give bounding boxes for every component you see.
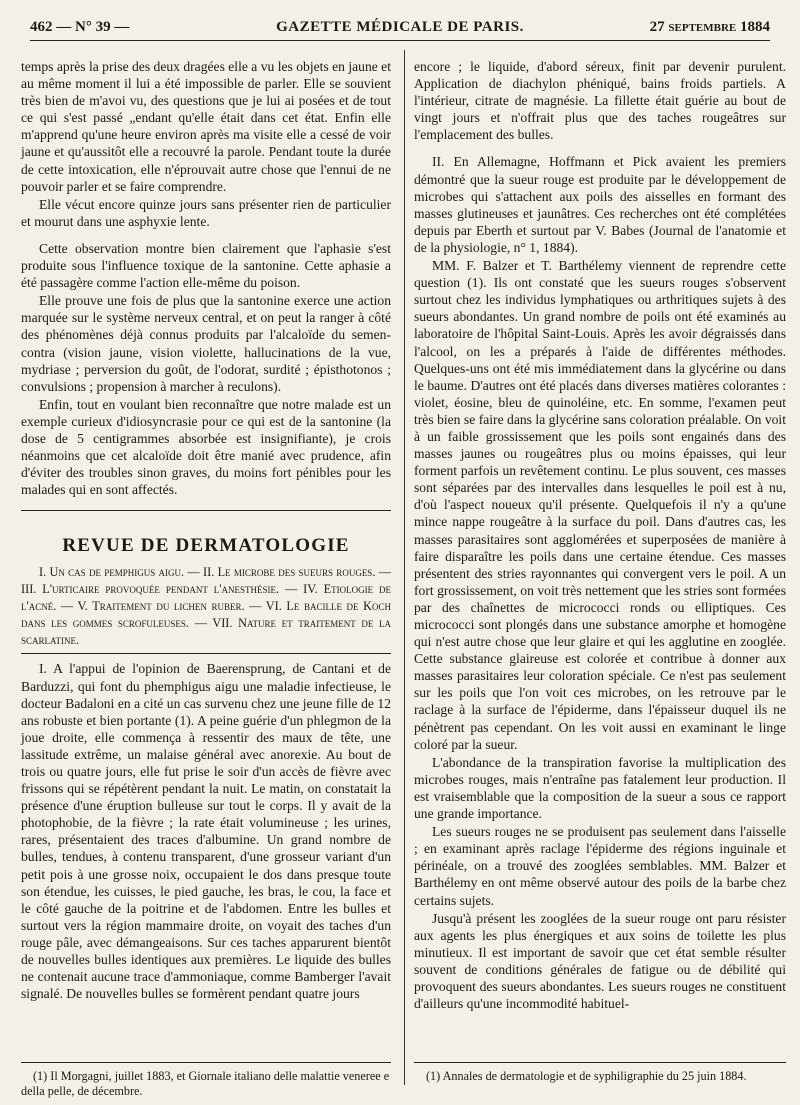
paragraph: Elle prouve une fois de plus que la santonine exerce une action marquée sur le système nerveux central, et on peut la ranger à côté des phénomènes déjà connus produits par l'alcaloïde du semen-contra (vision jaune, vision violette, hallucinations de la vue, mydriase ; perversion du goût, de l'odorat, surdité ; épisthotonos ; convulsions ; propension à marcher à reculons). — [21, 293, 391, 394]
issue-date-year: 1884 — [740, 18, 770, 35]
paragraph: Jusqu'à présent les zooglées de la sueur rouge ont paru résister aux agents les plus énergiques et aux soins de toilette les plus minutieux. Il est important de savoir que cet état semble résulter souvent de conditions générales de fatigue ou de débilité qui provoquent des sueurs abondantes. Les sueurs rouges ne constituent d'ailleurs qu'une incommodité habituel- — [414, 910, 786, 1012]
paragraph: Enfin, tout en voulant bien reconnaître que notre malade est un exemple curieux d'idiosyncrasie pour ce qui est de la santonine (la dose de 5 centigrammes absorbée est insignifiante), je crois néanmoins que cet alcaloïde doit être manié avec prudence, afin d'éviter des troubles sinon graves, du moins fort pénibles pour les malades qui en sont affectés. — [21, 396, 391, 498]
footnote-rule — [414, 1062, 786, 1063]
section-title: REVUE DE DERMATOLOGIE — [62, 535, 350, 557]
footnotes-right — [414, 1062, 786, 1084]
paragraph: Elle vécut encore quinze jours sans présenter rien de particulier et mourut dans une asphyxie lente. — [21, 196, 391, 229]
issue-date-month: SEPTEMBRE — [668, 21, 737, 34]
section-summary: I. Un cas de pemphigus aigu. — II. Le microbe des sueurs rouges. — III. L'urticaire provoquée pendant l'anesthésie. — IV. Etiologie de l'acné. — V. Traitement du lichen ruber. — VI. Le bacille de Koch dans les gommes scrofuleuses. — VII. Nature et traitement de la scarlatine. — [21, 565, 391, 648]
paragraph: MM. F. Balzer et T. Barthélemy viennent de reprendre cette question (1). Ils ont constaté que les sueurs rouges s'observent surtout chez les individus lymphatiques ou arthritiques sujets à des sueurs abondantes. Un grand nombre de poils ont été examinés au laboratoire de l'hôpital Saint-Louis. Après les avoir dégraissés dans l'alcool, on les a préparés à l'aide de différentes méthodes. Quelques-uns ont été mis immédiatement dans la glycérine ou dans le baume. D'autres ont été placés dans diverses matières colorantes : violet, éosine, bleu de quinoléine, etc. En somme, l'examen peut très bien se faire dans la glycérine sans coloration préalable. On voit à un faible grossissement que les poils sont engainés dans des masses jaunes ou rougeâtres plus ou moins épaisses, qui leur forment parfois un revêtement continu. Le plus souvent, ces masses sont séparées par des intervalles dans lesquelles le poil est à nu, d'où l'aspect noueux qu'il présente. Quelquefois il n'y a qu'une mince nappe rougeâtre à la surface du poil. Dans d'autres cas, les masses parasitaires sont agglomérées et superposées de manière à faire disparaître les poils dans une certaine étendue. Ces masses présentent des stries rayonnantes qui convergent vers le poil. A un fort grossissement, on voit très nettement que les stries sont formées par des chaînettes de micrococci ronds ou elliptiques. Ces micrococci sont plongés dans une substance amorphe et homogène qui n'est autre chose que leur glaire et qui les agglutine en zooglée. Cette substance glaireuse est colorée et contribue à donner aux masses parasitaires leur coloration spéciale. Ce n'est pas seulement sur les poils que l'on voit ces microbes, on les retrouve par le raclage à la surface de l'épiderme, dans l'épaisseur duquel ils ne pénètrent pas cependant. On les voit aussi en examinant le linge coloré par la sueur. — [414, 258, 786, 752]
issue-date — [630, 19, 770, 36]
right-column — [414, 58, 786, 1012]
section-divider — [21, 510, 391, 511]
footnotes-left — [21, 1062, 391, 1099]
footnote: (1) Il Morgagni, juillet 1883, et Giornale italiano delle malattie veneree e della pelle, de décembre. — [21, 1069, 390, 1098]
paragraph: II. En Allemagne, Hoffmann et Pick avaient les premiers démontré que la sueur rouge est produite par le développement de microbes qui s'attachent aux poils des aisselles en formant des masses glutineuses et jaunâtres. Ces recherches ont été complétées depuis par Eberth et surtout par V. Babes (Journal de l'anatomie et de la physiologie, n° 1, 1884). — [414, 154, 786, 255]
page-header — [30, 16, 770, 38]
paragraph: Cette observation montre bien clairement que l'aphasie s'est produite sous l'influence toxique de la santonine. Cette aphasie a été passagère comme l'action elle-même du poison. — [21, 240, 391, 291]
page-number: 462 — N° 39 — — [30, 18, 130, 35]
paragraph: Les sueurs rouges ne se produisent pas seulement dans l'aisselle ; en examinant après raclage l'épiderme des régions inguinale et périnéale, on a trouvé des zooglées semblables. MM. Balzer et Barthélemy en ont même observé autour des poils de la barbe chez certains sujets. — [414, 824, 786, 908]
paragraph: encore ; le liquide, d'abord séreux, finit par devenir purulent. Application de diachylon phéniqué, bains froids partiels. A l'intérieur, citrate de magnésie. La fillette était guérie au bout de vingt jours et n'offrait plus que des taches rougeâtres sur l'emplacement des bulles. — [414, 59, 786, 143]
column-divider — [404, 50, 405, 1085]
summary-divider — [21, 653, 391, 654]
journal-title: GAZETTE MÉDICALE DE PARIS. — [276, 18, 524, 35]
paragraph: L'abondance de la transpiration favorise la multiplication des microbes rouges, mais n'entraîne pas fatalement leur production. Il est vraisemblable que la composition de la sueur a sous ce rapport une grande importance. — [414, 754, 786, 822]
header-rule — [30, 40, 770, 41]
footnote-rule — [21, 1062, 391, 1063]
left-column — [21, 58, 391, 1002]
paragraph: I. A l'appui de l'opinion de Baerensprung, de Cantani et de Barduzzi, qui font du phemphigus aigu une maladie infectieuse, le docteur Badaloni en a cité un cas survenu chez une jeune fille de 12 ans robuste et bien portante (1). A peine guérie d'un phlegmon de la joue droite, elle commença à ressentir des maux de tête, une lassitude extrême, un malaise général avec anorexie. Au bout de trois ou quatre jours, elle fut prise le soir d'un accès de fièvre avec frissons qui se répétèrent pendant la nuit. Le matin, on constatait la présence d'une éruption bulleuse sur tout le corps. Il y avait de la photophobie, de la fièvre ; la rate était volumineuse ; les urines, rares, présentaient des traces d'albumine. Un grand nombre de bulles, tendues, à contenu transparent, d'une grosseur variant d'un petit pois à une grosse noix, occupaient le dos dans presque toute son étendue, les cuisses, le pied gauche, les bras, le cou, la face et le côté gauche de la poitrine et de l'abdomen. Entre les bulles et surtout vers la région mammaire droite, on voyait des taches d'un rouge pâle, avec démangeaisons. Sur ces taches apparurent bientôt de nouvelles bulles identiques aux premières. Le liquide des bulles ne contenait aucune trace d'ammoniaque, comme Bamberger l'avait signalé. De nouvelles bulles se formèrent pendant quatre jours — [21, 661, 391, 1002]
paragraph: temps après la prise des deux dragées elle a vu les objets en jaune et au même moment il lui a été impossible de parler. Elle se souvient très bien de m'avoi vu, des questions que je lui ai posées et de tout ce qui s'est passé „endant qu'elle était dans cet état. Enfin elle m'apprend qu'une heure environ après ma visite elle a cessé de voir jaune et qu'aussitôt elle a recouvré la parole. Pendant toute la durée de cette intoxication, elle n'éprouvait autre chose que l'ennui de ne pouvoir parler et se faire comprendre. — [21, 59, 391, 194]
issue-date-day: 27 — [649, 18, 665, 35]
footnote: (1) Annales de dermatologie et de syphiligraphie du 25 juin 1884. — [426, 1069, 747, 1083]
